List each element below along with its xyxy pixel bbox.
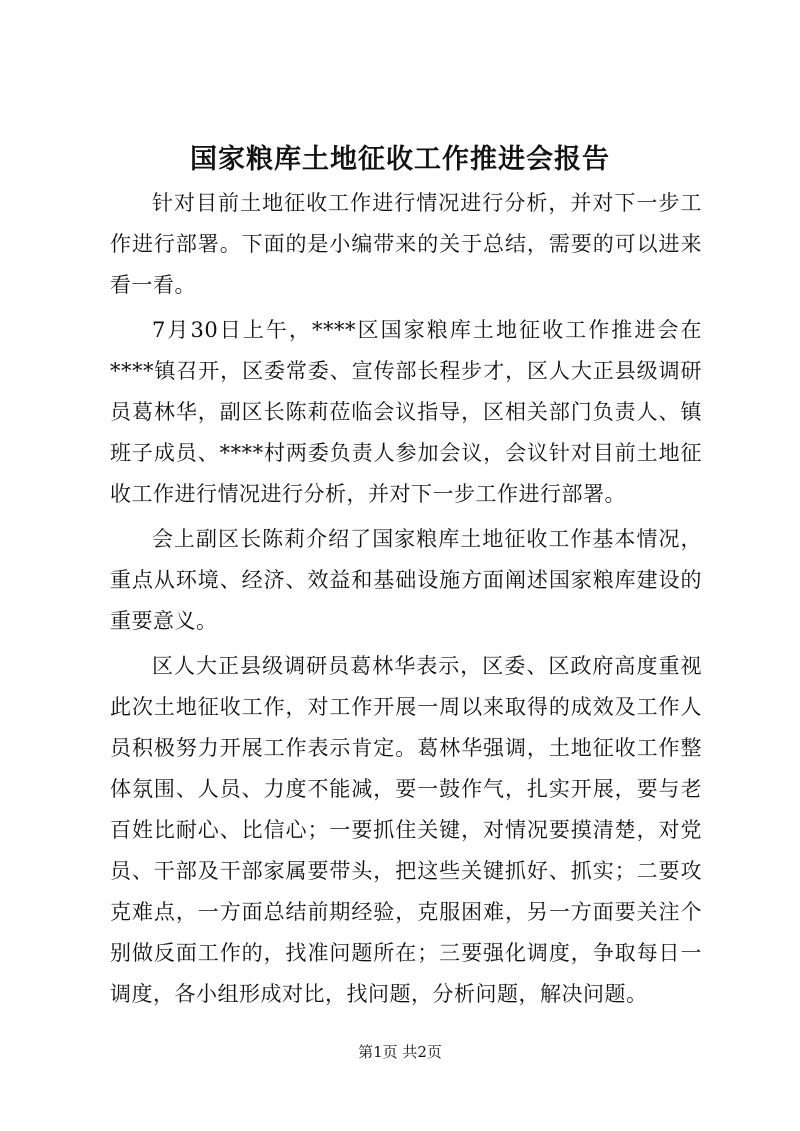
paragraph-intro: 针对目前土地征收工作进行情况进行分析，并对下一步工作进行部署。下面的是小编带来的关于总结，需要的可以进来看一看。 [110,191,702,297]
document-title: 国家粮库土地征收工作推进会报告 [190,144,610,175]
page-number-footer: 第1页 共2页 [358,1043,442,1061]
paragraph-meeting: 7月30日上午，****区国家粮库土地征收工作推进会在****镇召开，区委常委、宣传部长程步才，区人大正县级调研员葛林华，副区长陈莉莅临会议指导，区相关部门负责人、镇班子成员、****村两委负责人参加会议，会议针对目前土地征收工作进行情况进行分析，并对下一步工作进行部署。 [110,318,702,506]
document-body [110,183,702,1019]
paragraph-vice-mayor: 会上副区长陈莉介绍了国家粮库土地征收工作基本情况，重点从环境、经济、效益和基础设施方面阐述国家粮库建设的重要意义。 [110,527,702,633]
paragraph-researcher: 区人大正县级调研员葛林华表示，区委、区政府高度重视此次土地征收工作，对工作开展一周以来取得的成效及工作人员积极努力开展工作表示肯定。葛林华强调，土地征收工作整体氛围、人员、力度不能减，要一鼓作气，扎实开展，要与老百姓比耐心、比信心；一要抓住关键，对情况要摸清楚，对党员、干部及干部家属要带头，把这些关键抓好、抓实；二要攻克难点，一方面总结前期经验，克服困难，另一方面要关注个别做反面工作的，找准问题所在；三要强化调度，争取每日一调度，各小组形成对比，找问题，分析问题，解决问题。 [110,654,702,1006]
